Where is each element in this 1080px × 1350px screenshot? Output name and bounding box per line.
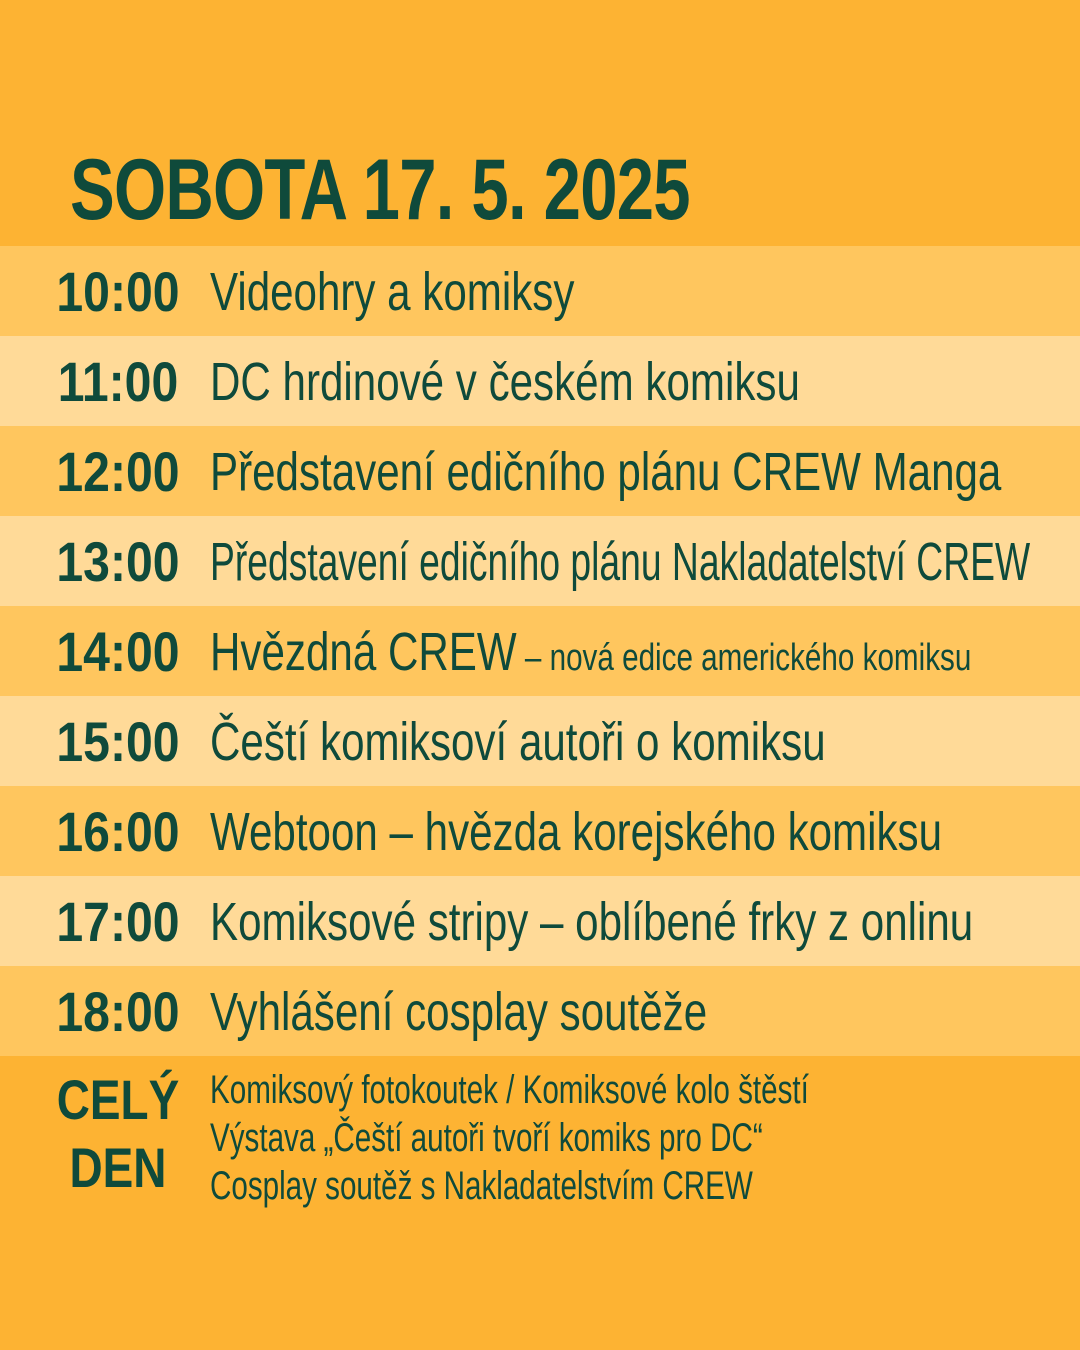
schedule-title: Videohry a komiksy [210, 262, 575, 322]
all-day-label-line2: DEN [69, 1136, 167, 1199]
schedule-time: 14:00 [56, 620, 180, 683]
schedule-title: Hvězdná CREW – nová edice amerického komiksu [210, 622, 972, 682]
schedule-row [0, 966, 1080, 1056]
day-heading: SOBOTA 17. 5. 2025 [70, 142, 690, 238]
all-day-list [210, 1066, 1070, 1210]
all-day-item: Cosplay soutěž s Nakladatelstvím CREW [210, 1164, 753, 1208]
schedule-title: Komiksové stripy – oblíbené frky z onlinu [210, 892, 974, 952]
all-day-label-line1: CELÝ [56, 1068, 180, 1131]
schedule-time: 18:00 [56, 980, 180, 1043]
schedule-title: Čeští komiksoví autoři o komiksu [210, 712, 826, 772]
schedule-row [0, 786, 1080, 876]
schedule-title: Webtoon – hvězda korejského komiksu [210, 802, 943, 862]
schedule-row [0, 516, 1080, 606]
schedule-title: Představení edičního plánu CREW Manga [210, 442, 1002, 502]
all-day-label [21, 1066, 215, 1202]
schedule-row [0, 696, 1080, 786]
schedule-title: DC hrdinové v českém komiksu [210, 352, 800, 412]
schedule-title: Vyhlášení cosplay soutěže [210, 982, 708, 1042]
all-day-item: Komiksový fotokoutek / Komiksové kolo štěstí [210, 1068, 809, 1112]
schedule-row [0, 606, 1080, 696]
all-day-section [0, 1056, 1080, 1216]
all-day-item: Výstava „Čeští autoři tvoří komiks pro DC“ [210, 1116, 763, 1160]
schedule-row [0, 336, 1080, 426]
schedule-row [0, 426, 1080, 516]
schedule-title: Představení edičního plánu Nakladatelství CREW [210, 532, 1031, 592]
schedule-time: 13:00 [56, 530, 180, 593]
schedule-time: 16:00 [56, 800, 180, 863]
schedule-row [0, 876, 1080, 966]
schedule-row [0, 246, 1080, 336]
schedule-time: 11:00 [57, 350, 179, 413]
schedule-time: 12:00 [56, 440, 180, 503]
schedule-list [0, 246, 1080, 1056]
schedule-time: 10:00 [56, 260, 180, 323]
schedule-time: 15:00 [56, 710, 180, 773]
schedule-time: 17:00 [56, 890, 180, 953]
